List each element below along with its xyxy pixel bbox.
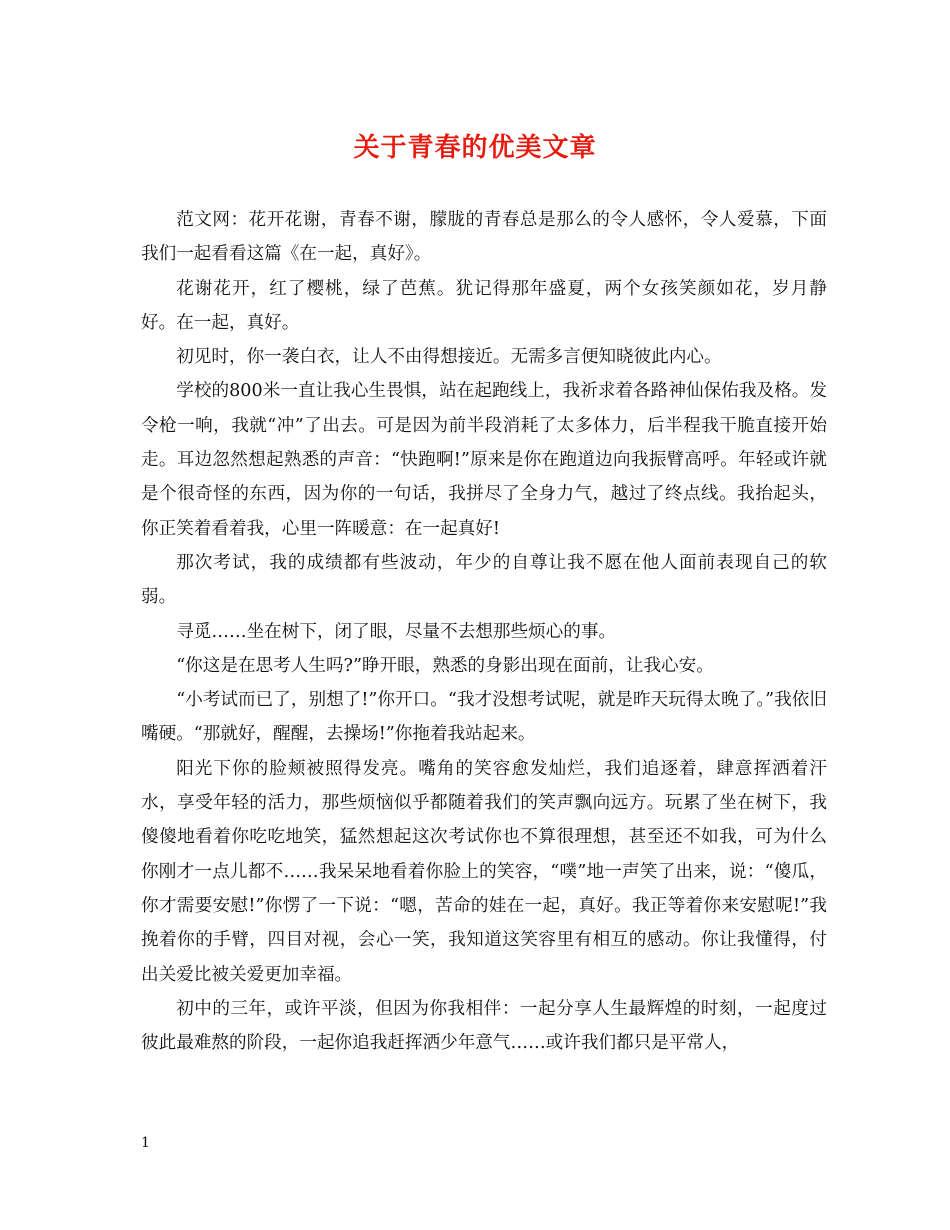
paragraph-flowers: 花谢花开，红了樱桃，绿了芭蕉。犹记得那年盛夏，两个女孩笑颜如花，岁月静好。在一起，真好。 (141, 278, 827, 333)
paragraph-question: “你这是在思考人生吗?”睁开眼，熟悉的身影出现在面前，让我心安。 (176, 655, 714, 676)
article-body (141, 203, 827, 1060)
paragraph-first-meeting: 初见时，你一袭白衣，让人不由得想接近。无需多言便知晓彼此内心。 (176, 347, 722, 368)
paragraph-tree: 寻觅……坐在树下，闭了眼，尽量不去想那些烦心的事。 (176, 621, 617, 642)
paragraph-exam: 那次考试，我的成绩都有些波动，年少的自尊让我不愿在他人面前表现自己的软弱。 (141, 552, 827, 608)
page-number: 1 (141, 1135, 150, 1151)
paragraph-running: 学校的800米一直让我心生畏惧，站在起跑线上，我祈求着各路神仙保佑我及格。发令枪一响，我就“冲”了出去。可是因为前半段消耗了太多体力，后半程我干脆直接开始走。耳边忽然想起熟悉的声音：“快跑啊!”原来是你在跑道边向我振臂高呼。年轻或许就是个很奇怪的东西，因为你的一句话，我拼尽了全身力气，越过了终点线。我抬起头，你正笑着看着我，心里一阵暖意：在一起真好! (141, 381, 827, 539)
paragraph-dialogue: “小考试而已了，别想了!”你开口。“我才没想考试呢，就是昨天玩得太晚了。”我依旧嘴硬。“那就好，醒醒，去操场!”你拖着我站起来。 (141, 690, 827, 745)
paragraph-middle-school: 初中的三年，或许平淡，但因为你我相伴：一起分享人生最辉煌的时刻，一起度过彼此最难熬的阶段，一起你追我赶挥洒少年意气……或许我们都只是平常人， (141, 998, 827, 1054)
document-title: 关于青春的优美文章 (353, 133, 597, 163)
paragraph-sunshine: 阳光下你的脸颊被照得发亮。嘴角的笑容愈发灿烂，我们追逐着，肆意挥洒着汗水，享受年轻的活力，那些烦恼似乎都随着我们的笑声飘向远方。玩累了坐在树下，我傻傻地看着你吃吃地笑，猛然想起这次考试你也不算很理想，甚至还不如我，可为什么你刚才一点儿都不……我呆呆地看着你脸上的笑容，“噗”地一声笑了出来，说：“傻瓜，你才需要安慰!”你愣了一下说：“嗯，苦命的娃在一起，真好。我正等着你来安慰呢!”我挽着你的手臂，四目对视，会心一笑，我知道这笑容里有相互的感动。你让我懂得，付出关爱比被关爱更加幸福。 (141, 758, 827, 985)
paragraph-intro: 范文网：花开花谢，青春不谢，朦胧的青春总是那么的令人感怀，令人爱慕，下面我们一起看看这篇《在一起，真好》。 (141, 210, 827, 265)
